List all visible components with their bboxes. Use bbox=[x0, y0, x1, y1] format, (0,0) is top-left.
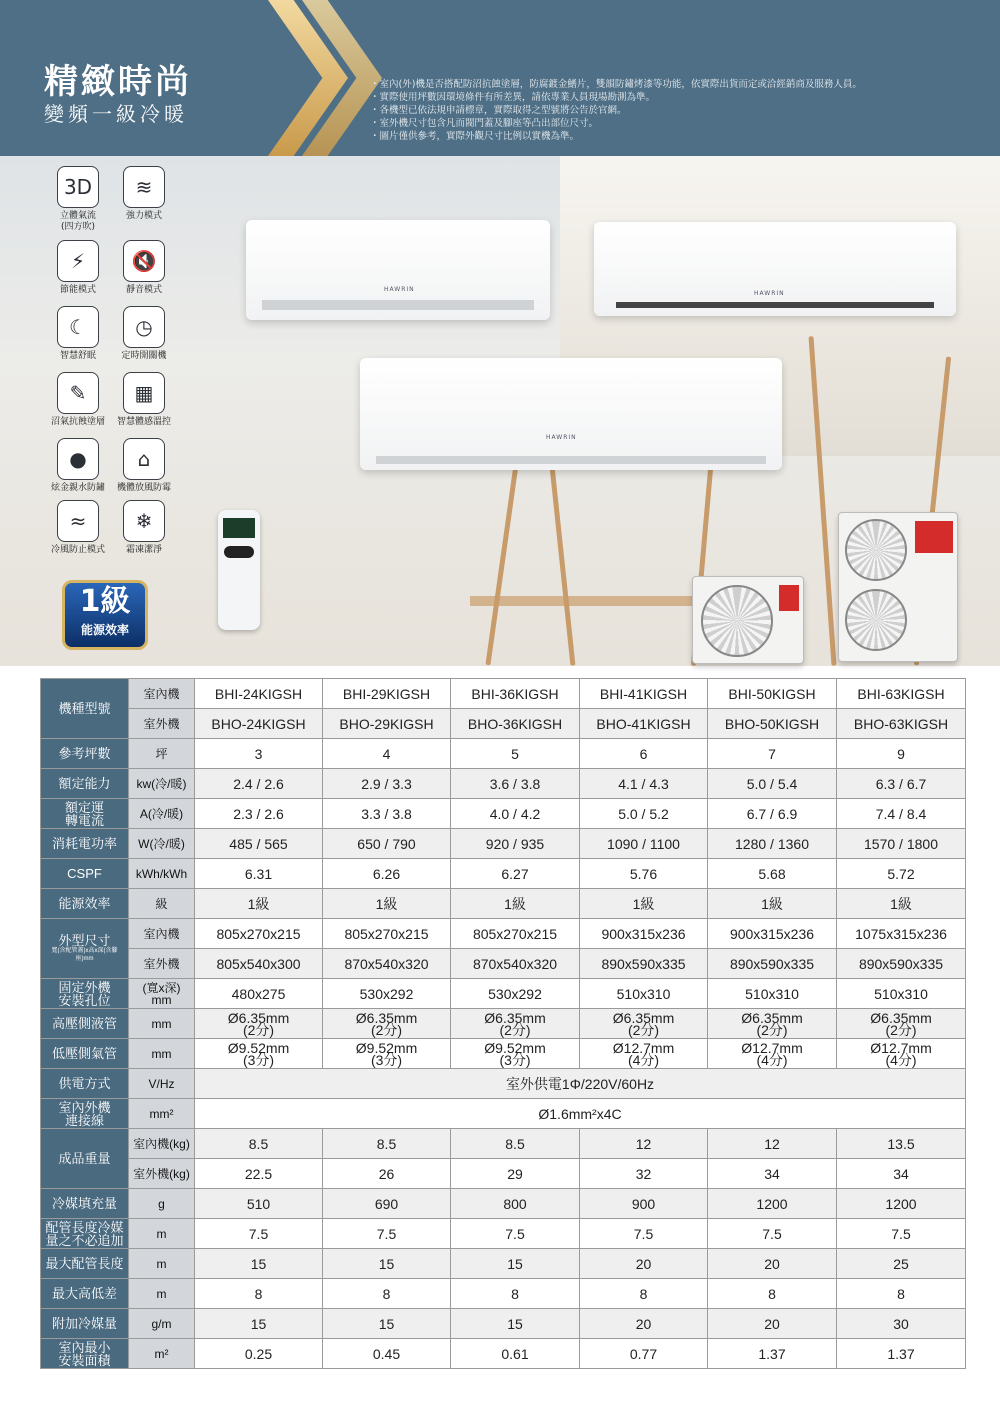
spec-category: 室內最小 安裝面積 bbox=[41, 1339, 129, 1369]
spec-value: 25 bbox=[837, 1249, 966, 1279]
spec-value: 5.76 bbox=[580, 859, 708, 889]
spec-unit: mm bbox=[129, 1039, 195, 1069]
spec-unit: g/m bbox=[129, 1309, 195, 1339]
spec-value: 7.5 bbox=[580, 1219, 708, 1249]
spec-table bbox=[40, 678, 966, 1369]
spec-value: 6.26 bbox=[323, 859, 451, 889]
spec-value: 15 bbox=[451, 1249, 580, 1279]
feature-label: 冷風防止模式 bbox=[50, 545, 105, 555]
spec-unit: 室外機(kg) bbox=[129, 1159, 195, 1189]
feature-label: 機體放風防霉 bbox=[116, 483, 171, 493]
spec-value: 920 / 935 bbox=[451, 829, 580, 859]
spec-unit: 坪 bbox=[129, 739, 195, 769]
label-sticker bbox=[779, 585, 799, 611]
indoor-unit-image bbox=[246, 220, 550, 320]
spec-value: 1級 bbox=[323, 889, 451, 919]
spec-value: 6.7 / 6.9 bbox=[708, 799, 837, 829]
unit-vent bbox=[616, 302, 934, 308]
table-row bbox=[41, 1279, 966, 1309]
spec-value: 2.3 / 2.6 bbox=[195, 799, 323, 829]
spec-value: 8 bbox=[195, 1279, 323, 1309]
spec-value: 530x292 bbox=[323, 979, 451, 1009]
spec-value: Ø6.35mm (2分) bbox=[451, 1009, 580, 1039]
spec-value: 7.5 bbox=[708, 1219, 837, 1249]
energy-saving-icon: ⚡ bbox=[57, 240, 99, 282]
spec-value: BHI-41KIGSH bbox=[580, 679, 708, 709]
spec-value: 1級 bbox=[195, 889, 323, 919]
table-row bbox=[41, 1069, 966, 1099]
table-row bbox=[41, 919, 966, 949]
feature-frost-clean bbox=[104, 500, 184, 556]
spec-value: Ø6.35mm (2分) bbox=[837, 1009, 966, 1039]
table-row bbox=[41, 1189, 966, 1219]
spec-value: BHO-50KIGSH bbox=[708, 709, 837, 739]
spec-value: 15 bbox=[323, 1309, 451, 1339]
spec-value: 1.37 bbox=[837, 1339, 966, 1369]
spec-value: Ø6.35mm (2分) bbox=[195, 1009, 323, 1039]
spec-unit: 室內機 bbox=[129, 919, 195, 949]
feature-label: 立體氣流 (四方吹) bbox=[59, 211, 96, 232]
spec-value: 485 / 565 bbox=[195, 829, 323, 859]
table-row bbox=[41, 1219, 966, 1249]
chair-leg bbox=[485, 457, 519, 666]
spec-unit: V/Hz bbox=[129, 1069, 195, 1099]
spec-value: 510x310 bbox=[837, 979, 966, 1009]
spec-value: 805x540x300 bbox=[195, 949, 323, 979]
spec-value: 5.72 bbox=[837, 859, 966, 889]
page-subtitle: 變頻一級冷暖 bbox=[44, 102, 188, 126]
spec-value: 15 bbox=[195, 1249, 323, 1279]
spec-value: 4.1 / 4.3 bbox=[580, 769, 708, 799]
spec-value: 805x270x215 bbox=[195, 919, 323, 949]
spec-unit: 室外機 bbox=[129, 949, 195, 979]
feature-timer bbox=[104, 306, 184, 362]
spec-category: 最大配管長度 bbox=[41, 1249, 129, 1279]
label-sticker bbox=[915, 521, 953, 553]
frost-clean-icon: ❄ bbox=[123, 500, 165, 542]
spec-value: Ø6.35mm (2分) bbox=[708, 1009, 837, 1039]
remote-buttons bbox=[224, 546, 254, 558]
spec-value: 3 bbox=[195, 739, 323, 769]
spec-value: 12 bbox=[708, 1129, 837, 1159]
spec-value: 8 bbox=[323, 1279, 451, 1309]
spec-value: 1級 bbox=[837, 889, 966, 919]
spec-value: Ø9.52mm (3分) bbox=[323, 1039, 451, 1069]
table-row bbox=[41, 1039, 966, 1069]
spec-value: 0.61 bbox=[451, 1339, 580, 1369]
indoor-unit-image bbox=[594, 222, 956, 316]
table-row bbox=[41, 1339, 966, 1369]
spec-value: 15 bbox=[323, 1249, 451, 1279]
spec-value: 3.6 / 3.8 bbox=[451, 769, 580, 799]
spec-category: CSPF bbox=[41, 859, 129, 889]
spec-value: 1090 / 1100 bbox=[580, 829, 708, 859]
spec-value: 8 bbox=[837, 1279, 966, 1309]
spec-unit: kw(冷/暖) bbox=[129, 769, 195, 799]
table-row bbox=[41, 1249, 966, 1279]
fan-grille bbox=[845, 589, 907, 651]
spec-value: 6 bbox=[580, 739, 708, 769]
spec-category bbox=[41, 919, 129, 979]
feature-anti-mold bbox=[104, 438, 184, 494]
spec-value: 1級 bbox=[451, 889, 580, 919]
badge-text: 能源效率 bbox=[80, 623, 129, 637]
spec-value: 1280 / 1360 bbox=[708, 829, 837, 859]
spec-category: 機種型號 bbox=[41, 679, 129, 739]
spec-unit: (寬x深) mm bbox=[129, 979, 195, 1009]
fan-grille bbox=[845, 519, 907, 581]
table-row bbox=[41, 769, 966, 799]
spec-value: Ø12.7mm (4分) bbox=[580, 1039, 708, 1069]
unit-vent bbox=[262, 300, 534, 310]
size-label: 外型尺寸 bbox=[58, 933, 111, 948]
spec-category: 最大高低差 bbox=[41, 1279, 129, 1309]
spec-category: 消耗電功率 bbox=[41, 829, 129, 859]
spec-value: 32 bbox=[580, 1159, 708, 1189]
spec-unit: 級 bbox=[129, 889, 195, 919]
spec-value: 15 bbox=[451, 1309, 580, 1339]
spec-value: 890x590x335 bbox=[837, 949, 966, 979]
spec-value: 7 bbox=[708, 739, 837, 769]
3d-airflow-icon: 3D bbox=[57, 166, 99, 208]
spec-value: BHI-24KIGSH bbox=[195, 679, 323, 709]
spec-value: 12 bbox=[580, 1129, 708, 1159]
feature-strong-wind bbox=[104, 166, 184, 222]
spec-value: 5.0 / 5.2 bbox=[580, 799, 708, 829]
spec-value: 15 bbox=[195, 1309, 323, 1339]
table-row bbox=[41, 1099, 966, 1129]
spec-value: 7.5 bbox=[323, 1219, 451, 1249]
spec-value: 4.0 / 4.2 bbox=[451, 799, 580, 829]
spec-value: 0.25 bbox=[195, 1339, 323, 1369]
table-row bbox=[41, 1129, 966, 1159]
spec-value: 900 bbox=[580, 1189, 708, 1219]
spec-value: 30 bbox=[837, 1309, 966, 1339]
spec-value: 480x275 bbox=[195, 979, 323, 1009]
spec-value: 805x270x215 bbox=[323, 919, 451, 949]
spec-value: BHO-29KIGSH bbox=[323, 709, 451, 739]
spec-category: 高壓側液管 bbox=[41, 1009, 129, 1039]
chair-leg bbox=[550, 466, 576, 665]
spec-unit: mm bbox=[129, 1009, 195, 1039]
spec-value: 0.45 bbox=[323, 1339, 451, 1369]
table-row bbox=[41, 889, 966, 919]
spec-value: Ø6.35mm (2分) bbox=[580, 1009, 708, 1039]
note-item: ・ 室外機尺寸包含凡而閥門蓋及腳座等凸出部位尺寸。 bbox=[370, 117, 862, 130]
spec-value: Ø12.7mm (4分) bbox=[837, 1039, 966, 1069]
spec-value: 510x310 bbox=[580, 979, 708, 1009]
spec-value: 2.9 / 3.3 bbox=[323, 769, 451, 799]
feature-label: 炫金親水防鏽 bbox=[50, 483, 105, 493]
spec-value: BHO-24KIGSH bbox=[195, 709, 323, 739]
table-row bbox=[41, 709, 966, 739]
table-row bbox=[41, 859, 966, 889]
spec-value: 1級 bbox=[580, 889, 708, 919]
spec-unit: A(冷/暖) bbox=[129, 799, 195, 829]
spec-value: 8.5 bbox=[195, 1129, 323, 1159]
spec-unit: m bbox=[129, 1249, 195, 1279]
spec-value: 1級 bbox=[708, 889, 837, 919]
smart-sleep-icon: ☾ bbox=[57, 306, 99, 348]
spec-value: 900x315x236 bbox=[708, 919, 837, 949]
feature-label: 節能模式 bbox=[59, 285, 96, 295]
spec-unit: 室內機 bbox=[129, 679, 195, 709]
strong-wind-icon: ≋ bbox=[123, 166, 165, 208]
table-row bbox=[41, 799, 966, 829]
feature-label: 智慧舒眠 bbox=[59, 351, 96, 361]
badge-grade: 1級 bbox=[79, 584, 131, 619]
indoor-unit-image bbox=[360, 358, 782, 470]
spec-value: 2.4 / 2.6 bbox=[195, 769, 323, 799]
spec-unit: m bbox=[129, 1279, 195, 1309]
spec-unit: 室內機(kg) bbox=[129, 1129, 195, 1159]
feature-label: 沼氣抗蝕塗層 bbox=[50, 417, 105, 427]
spec-value: 20 bbox=[708, 1249, 837, 1279]
spec-category: 能源效率 bbox=[41, 889, 129, 919]
spec-value: 530x292 bbox=[451, 979, 580, 1009]
spec-value: 20 bbox=[580, 1249, 708, 1279]
spec-unit: kWh/kWh bbox=[129, 859, 195, 889]
spec-unit: 室外機 bbox=[129, 709, 195, 739]
spec-value: 5 bbox=[451, 739, 580, 769]
table-row bbox=[41, 1159, 966, 1189]
spec-value: 650 / 790 bbox=[323, 829, 451, 859]
spec-value: 1075x315x236 bbox=[837, 919, 966, 949]
spec-category: 成品重量 bbox=[41, 1129, 129, 1189]
spec-value: 8.5 bbox=[323, 1129, 451, 1159]
spec-value: Ø9.52mm (3分) bbox=[195, 1039, 323, 1069]
spec-value: 890x590x335 bbox=[580, 949, 708, 979]
spec-value: 20 bbox=[580, 1309, 708, 1339]
spec-value: BHO-63KIGSH bbox=[837, 709, 966, 739]
spec-value: 1570 / 1800 bbox=[837, 829, 966, 859]
notes-list bbox=[370, 78, 862, 143]
spec-value: 510 bbox=[195, 1189, 323, 1219]
table-row bbox=[41, 979, 966, 1009]
feature-smart-temp bbox=[104, 372, 184, 428]
spec-value: Ø12.7mm (4分) bbox=[708, 1039, 837, 1069]
spec-value: 870x540x320 bbox=[451, 949, 580, 979]
spec-value: 7.5 bbox=[195, 1219, 323, 1249]
unit-vent bbox=[376, 456, 766, 464]
fan-grille bbox=[701, 585, 773, 657]
spec-value: 26 bbox=[323, 1159, 451, 1189]
spec-category: 室內外機 連接線 bbox=[41, 1099, 129, 1129]
water-drop-icon: ● bbox=[57, 438, 99, 480]
spec-value: 9 bbox=[837, 739, 966, 769]
note-item: ・ 圖片僅供參考，實際外觀尺寸比例以實機為準。 bbox=[370, 130, 862, 143]
table-row bbox=[41, 949, 966, 979]
table-row bbox=[41, 739, 966, 769]
spec-category: 額定能力 bbox=[41, 769, 129, 799]
remote-screen bbox=[223, 518, 255, 538]
spec-value: 900x315x236 bbox=[580, 919, 708, 949]
spec-value: 34 bbox=[837, 1159, 966, 1189]
anti-mold-icon: ⌂ bbox=[123, 438, 165, 480]
spec-category: 冷媒填充量 bbox=[41, 1189, 129, 1219]
spec-value: 6.3 / 6.7 bbox=[837, 769, 966, 799]
spec-value: 8 bbox=[708, 1279, 837, 1309]
note-item: ・ 各機型已依法規申請標章，實際取得之型號將公告於官網。 bbox=[370, 104, 862, 117]
spec-unit: mm² bbox=[129, 1099, 195, 1129]
spec-category: 供電方式 bbox=[41, 1069, 129, 1099]
spec-value: Ø9.52mm (3分) bbox=[451, 1039, 580, 1069]
spec-value: 7.5 bbox=[837, 1219, 966, 1249]
spec-category: 額定運 轉電流 bbox=[41, 799, 129, 829]
spec-unit: g bbox=[129, 1189, 195, 1219]
size-sublabel: 寬(含配管蓋)x高x深(含腳座)mm bbox=[51, 948, 118, 962]
feature-silent bbox=[104, 240, 184, 296]
spec-value: 8 bbox=[580, 1279, 708, 1309]
outdoor-unit-image bbox=[692, 576, 804, 664]
spec-value: 室外供電1Φ/220V/60Hz bbox=[195, 1069, 966, 1099]
spec-value: BHI-36KIGSH bbox=[451, 679, 580, 709]
feature-label: 強力模式 bbox=[125, 211, 162, 221]
silent-icon: 🔇 bbox=[123, 240, 165, 282]
table-row bbox=[41, 679, 966, 709]
spec-value: Ø1.6mm²x4C bbox=[195, 1099, 966, 1129]
spec-unit: W(冷/暖) bbox=[129, 829, 195, 859]
table-row bbox=[41, 1009, 966, 1039]
spec-value: 8.5 bbox=[451, 1129, 580, 1159]
feature-label: 霜凍潔淨 bbox=[125, 545, 162, 555]
spec-value: 805x270x215 bbox=[451, 919, 580, 949]
page-title: 精緻時尚 bbox=[44, 62, 192, 102]
spec-category: 配管長度冷媒 量之不必追加 bbox=[41, 1219, 129, 1249]
brand-logo: HAWRIN bbox=[384, 286, 415, 293]
smart-temp-icon: ▦ bbox=[123, 372, 165, 414]
spec-value: Ø6.35mm (2分) bbox=[323, 1009, 451, 1039]
spec-value: 3.3 / 3.8 bbox=[323, 799, 451, 829]
cold-wind-prevention-icon: ≈ bbox=[57, 500, 99, 542]
brand-logo: HAWRIN bbox=[754, 290, 785, 297]
header-banner bbox=[0, 0, 1000, 156]
spec-value: 510x310 bbox=[708, 979, 837, 1009]
spec-value: 22.5 bbox=[195, 1159, 323, 1189]
spec-value: 7.5 bbox=[451, 1219, 580, 1249]
spec-value: 8 bbox=[451, 1279, 580, 1309]
spec-value: 29 bbox=[451, 1159, 580, 1189]
spec-value: BHI-29KIGSH bbox=[323, 679, 451, 709]
energy-grade-badge bbox=[62, 580, 148, 650]
anti-corrosion-icon: ✎ bbox=[57, 372, 99, 414]
spec-value: BHI-50KIGSH bbox=[708, 679, 837, 709]
spec-value: 6.27 bbox=[451, 859, 580, 889]
spec-value: 5.68 bbox=[708, 859, 837, 889]
spec-value: 870x540x320 bbox=[323, 949, 451, 979]
timer-icon: ◷ bbox=[123, 306, 165, 348]
note-item: ・ 實際使用坪數因環境條件有所差異，請依專業人員現場勘測為準。 bbox=[370, 91, 862, 104]
spec-value: 7.4 / 8.4 bbox=[837, 799, 966, 829]
spec-value: BHO-41KIGSH bbox=[580, 709, 708, 739]
table-row bbox=[41, 829, 966, 859]
spec-value: 5.0 / 5.4 bbox=[708, 769, 837, 799]
outdoor-unit-image bbox=[838, 512, 958, 662]
spec-value: BHO-36KIGSH bbox=[451, 709, 580, 739]
spec-value: 4 bbox=[323, 739, 451, 769]
feature-label: 定時開關機 bbox=[121, 351, 167, 361]
spec-value: 690 bbox=[323, 1189, 451, 1219]
spec-value: 20 bbox=[708, 1309, 837, 1339]
feature-label: 智慧體感溫控 bbox=[116, 417, 171, 427]
spec-value: 1.37 bbox=[708, 1339, 837, 1369]
spec-unit: m² bbox=[129, 1339, 195, 1369]
brand-logo: HAWRIN bbox=[546, 434, 577, 441]
remote-control-image bbox=[218, 510, 260, 630]
spec-value: 1200 bbox=[837, 1189, 966, 1219]
spec-value: 6.31 bbox=[195, 859, 323, 889]
spec-value: 800 bbox=[451, 1189, 580, 1219]
spec-category: 低壓側氣管 bbox=[41, 1039, 129, 1069]
spec-value: 890x590x335 bbox=[708, 949, 837, 979]
spec-value: BHI-63KIGSH bbox=[837, 679, 966, 709]
note-item: ・ 室內(外)機是否搭配防沼抗蝕塗層，防腐鍍金鰭片，雙韻防鏽烤漆等功能，依實際出貨而定或洽經銷商及服務人員。 bbox=[370, 78, 862, 91]
feature-label: 靜音模式 bbox=[125, 285, 162, 295]
spec-unit: m bbox=[129, 1219, 195, 1249]
spec-value: 1200 bbox=[708, 1189, 837, 1219]
table-row bbox=[41, 1309, 966, 1339]
spec-value: 0.77 bbox=[580, 1339, 708, 1369]
spec-value: 34 bbox=[708, 1159, 837, 1189]
spec-value: 13.5 bbox=[837, 1129, 966, 1159]
spec-category: 附加冷媒量 bbox=[41, 1309, 129, 1339]
spec-category: 參考坪數 bbox=[41, 739, 129, 769]
spec-category: 固定外機 安裝孔位 bbox=[41, 979, 129, 1009]
